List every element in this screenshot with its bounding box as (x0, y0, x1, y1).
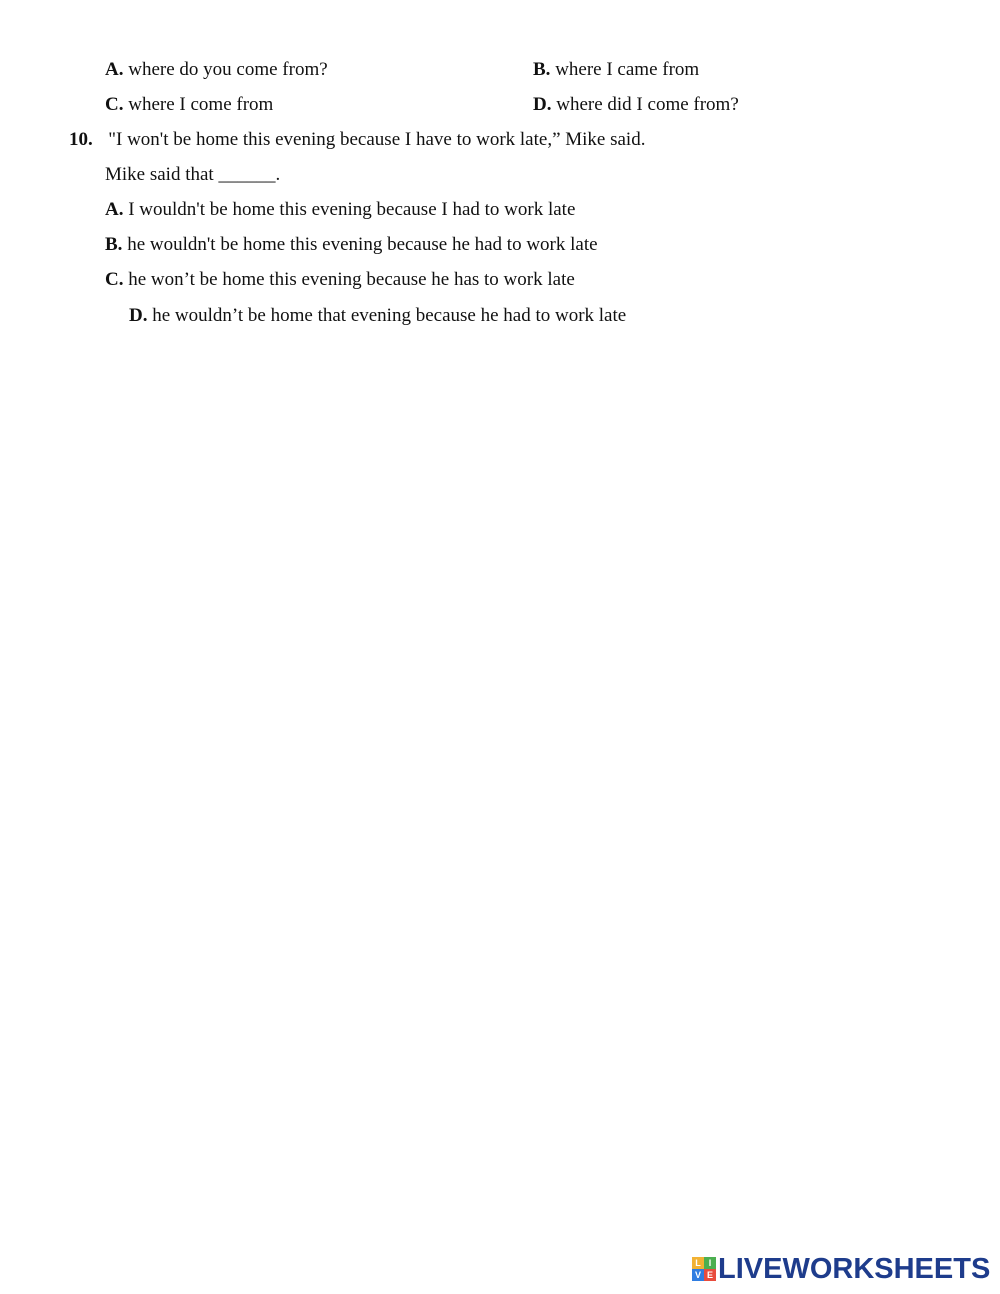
option-letter: A. (105, 59, 124, 80)
q9-option-d (533, 94, 739, 116)
q9-option-b (533, 59, 699, 81)
option-letter: B. (105, 234, 123, 255)
logo-mark-icon (692, 1257, 716, 1281)
option-text: he won’t be home this evening because he has to work late (128, 269, 575, 290)
option-letter: B. (533, 59, 551, 80)
q10-option-a (105, 199, 575, 221)
q9-option-a (105, 59, 328, 81)
liveworksheets-logo (692, 1254, 990, 1284)
question-stem: Mike said that ______. (105, 164, 281, 185)
option-text: where did I come from? (556, 94, 739, 115)
option-text: I wouldn't be home this evening because I had to work late (128, 199, 576, 220)
logo-mark-cell: I (704, 1257, 716, 1269)
option-letter: C. (105, 269, 124, 290)
question-number: 10. (69, 129, 93, 150)
option-letter: D. (533, 94, 552, 115)
option-letter: A. (105, 199, 124, 220)
logo-mark-cell: L (692, 1257, 704, 1269)
q10-stem (105, 164, 280, 186)
logo-text: LIVEWORKSHEETS (718, 1253, 991, 1285)
q10-option-d (129, 305, 626, 327)
option-text: he wouldn’t be home that evening because he had to work late (152, 305, 627, 326)
question-text: "I won't be home this evening because I have to work late,” Mike said. (108, 129, 646, 150)
option-text: he wouldn't be home this evening because he had to work late (127, 234, 598, 255)
option-text: where I came from (555, 59, 700, 80)
logo-mark-cell: V (692, 1269, 704, 1281)
option-letter: C. (105, 94, 124, 115)
q10-option-c (105, 269, 575, 291)
logo-mark-cell: E (704, 1269, 716, 1281)
option-letter: D. (129, 305, 148, 326)
q10-prompt (69, 129, 645, 151)
q10-option-b (105, 234, 598, 256)
q9-option-c (105, 94, 273, 116)
option-text: where do you come from? (128, 59, 328, 80)
option-text: where I come from (128, 94, 274, 115)
